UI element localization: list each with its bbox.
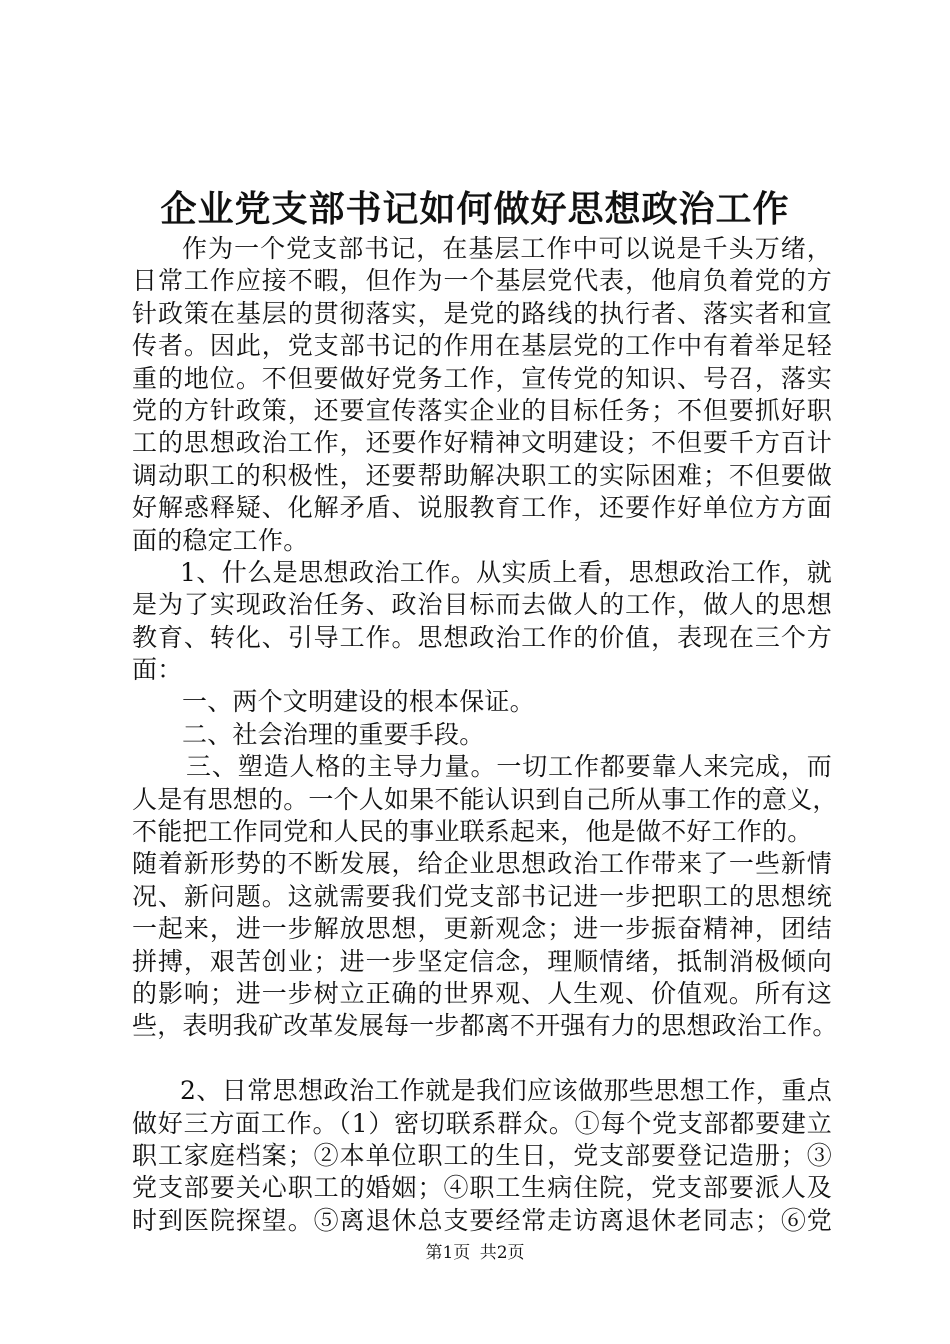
paragraph-line: 党支部要关心职工的婚姻；④职工生病住院，党支部要派人及 xyxy=(132,1173,832,1203)
paragraph-line: 三、塑造人格的主导力量。一切工作都要靠人来完成，而 xyxy=(186,752,832,782)
document-body xyxy=(132,233,838,1237)
paragraph-line: 面： xyxy=(132,655,183,685)
paragraph-line: 日常工作应接不暇，但作为一个基层党代表，他肩负着党的方 xyxy=(132,266,832,296)
paragraph-line: 面的稳定工作。 xyxy=(132,525,309,555)
list-item: 二、社会治理的重要手段。 xyxy=(182,719,485,749)
paragraph-line: 况、新问题。这就需要我们党支部书记进一步把职工的思想统 xyxy=(132,881,832,911)
paragraph-line: 人是有思想的。一个人如果不能认识到自己所从事工作的意义， xyxy=(132,784,838,814)
paragraph-line: 2、日常思想政治工作就是我们应该做那些思想工作，重点 xyxy=(180,1076,832,1106)
paragraph-line: 1、什么是思想政治工作。从实质上看，思想政治工作，就 xyxy=(180,557,832,587)
paragraph-line: 重的地位。不但要做好党务工作，宣传党的知识、号召，落实 xyxy=(132,363,832,393)
paragraph-line: 作为一个党支部书记，在基层工作中可以说是千头万绪， xyxy=(182,234,832,263)
paragraph-line: 些，表明我矿改革发展每一步都离不开强有力的思想政治工作。 xyxy=(132,1011,838,1041)
paragraph-line: 调动职工的积极性，还要帮助解决职工的实际困难；不但要做 xyxy=(132,460,832,490)
paragraph-line: 好解惑释疑、化解矛盾、说服教育工作，还要作好单位方方面 xyxy=(132,493,832,523)
paragraph-line: 时到医院探望。⑤离退休总支要经常走访离退休老同志；⑥党 xyxy=(132,1205,832,1235)
page-number: 第1页 xyxy=(425,1243,471,1263)
paragraph-line: 传者。因此，党支部书记的作用在基层党的工作中有着举足轻 xyxy=(132,331,832,361)
paragraph-line: 不能把工作同党和人民的事业联系起来，他是做不好工作的。 xyxy=(132,817,813,847)
paragraph-line: 做好三方面工作。（1）密切联系群众。①每个党支部都要建立 xyxy=(132,1108,832,1138)
paragraph-line: 职工家庭档案；②本单位职工的生日，党支部要登记造册；③ xyxy=(132,1140,832,1170)
paragraph-line: 的影响；进一步树立正确的世界观、人生观、价值观。所有这 xyxy=(132,978,832,1008)
page-total: 共2页 xyxy=(479,1243,525,1263)
paragraph-line: 随着新形势的不断发展，给企业思想政治工作带来了一些新情 xyxy=(132,849,832,879)
paragraph-line: 党的方针政策，还要宣传落实企业的目标任务；不但要抓好职 xyxy=(132,395,832,425)
paragraph-line: 工的思想政治工作，还要作好精神文明建设；不但要千方百计 xyxy=(132,428,832,458)
paragraph-line: 针政策在基层的贯彻落实，是党的路线的执行者、落实者和宣 xyxy=(132,298,832,328)
page-footer xyxy=(0,1242,950,1264)
paragraph-line: 教育、转化、引导工作。思想政治工作的价值，表现在三个方 xyxy=(132,622,832,652)
document-title: 企业党支部书记如何做好思想政治工作 xyxy=(160,188,790,230)
list-item: 一、两个文明建设的根本保证。 xyxy=(182,687,535,717)
paragraph-line: 是为了实现政治任务、政治目标而去做人的工作，做人的思想 xyxy=(132,590,832,620)
paragraph-line: 拼搏，艰苦创业；进一步坚定信念，理顺情绪，抵制消极倾向 xyxy=(132,946,832,976)
paragraph-line: 一起来，进一步解放思想，更新观念；进一步振奋精神，团结 xyxy=(132,914,832,944)
blank-line xyxy=(132,1043,832,1075)
